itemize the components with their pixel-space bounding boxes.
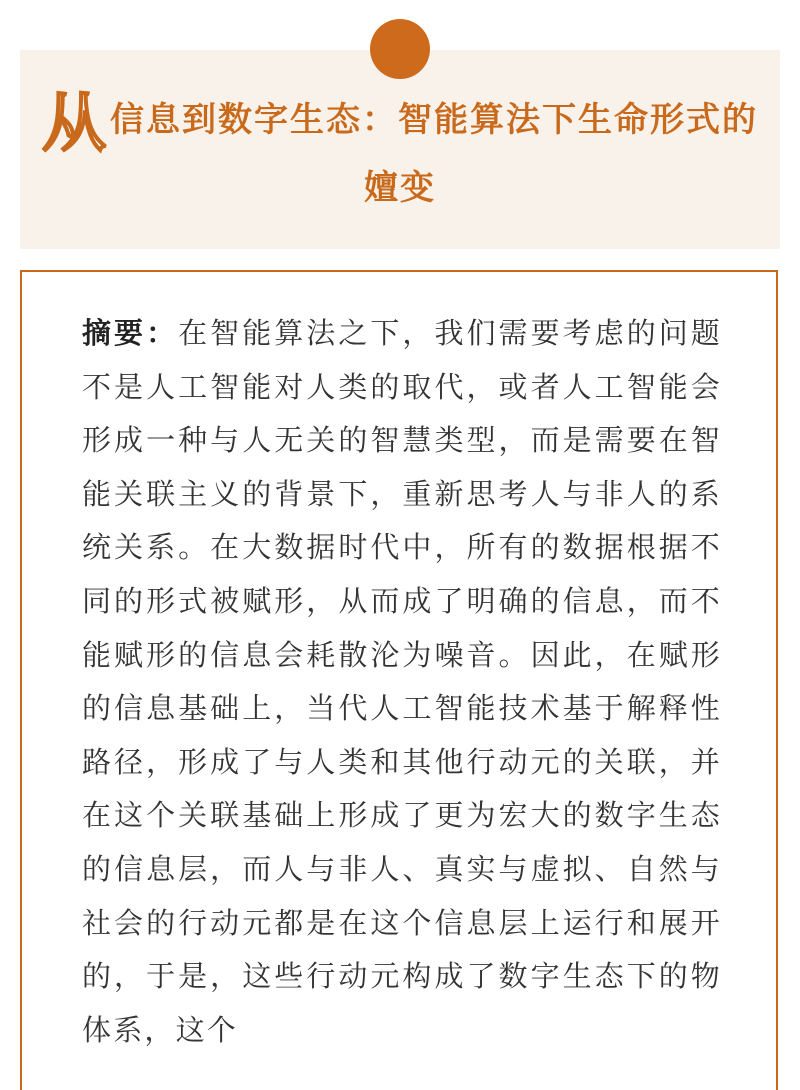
abstract-label: 摘要： [82,316,179,350]
article-title [40,88,760,220]
title-initial-char: 从 [42,87,108,161]
title-text: 信息到数字生态：智能算法下生命形式的嬗变 [110,100,758,208]
abstract-text: 在智能算法之下，我们需要考虑的问题不是人工智能对人类的取代，或者人工智能会形成一种与人无关的智慧类型，而是需要在智能关联主义的背景下，重新思考人与非人的系统关系。在大数据时代中，所有的数据根据不同的形式被赋形，从而成了明确的信息，而不能赋形的信息会耗散沦为噪音。因此，在赋形的信息基础上，当代人工智能技术基于解释性路径，形成了与人类和其他行动元的关联，并在这个关联基础上形成了更为宏大的数字生态的信息层，而人与非人、真实与虚拟、自然与社会的行动元都是在这个信息层上运行和展开的，于是，这些行动元构成了数字生态下的物体系，这个 [82,316,722,1047]
abstract-paragraph [82,307,722,1057]
decorative-circle [370,19,430,79]
